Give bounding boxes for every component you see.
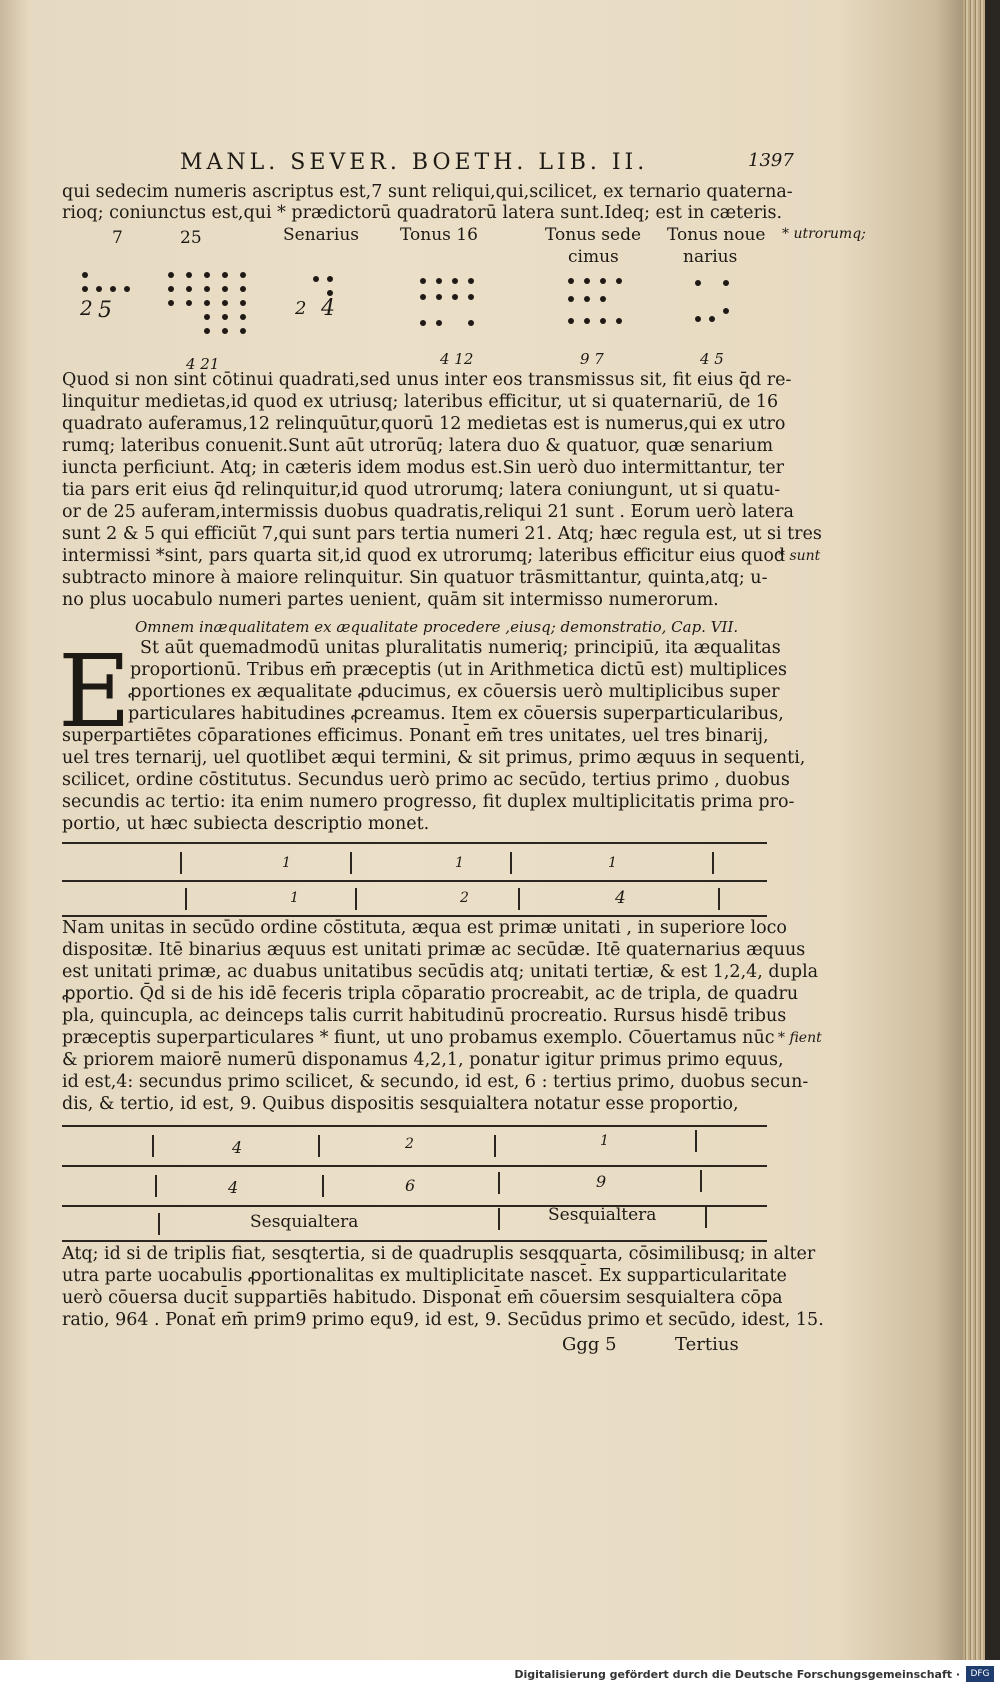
figure-label: 25: [180, 228, 202, 248]
text-line: or de 25 auferam,intermissis duobus quadratis,reliqui 21 sunt . Eorum uerò latera: [62, 502, 794, 522]
catchword: Tertius: [675, 1334, 739, 1355]
figure-label: 4 21: [186, 355, 220, 373]
table-cell: 1: [608, 855, 617, 871]
text-line: rumq; lateribus conuenit.Sunt aūt utrorūq; latera duo & quatuor, quæ senarium: [62, 436, 774, 456]
square-25: [168, 272, 258, 342]
table-cell: 1: [455, 855, 464, 871]
table-cell: 6: [405, 1176, 416, 1195]
text-line: portio, ut hæc subiecta descriptio monet.: [62, 814, 430, 834]
table-cell: 2: [405, 1136, 414, 1152]
text-line: id est,4: secundus primo scilicet, & secundo, id est, 6 : tertius primo, duobus secun-: [62, 1072, 809, 1092]
text-line: proportionū. Tribus em̄ præceptis (ut in Arithmetica dictū est) multiplices: [130, 660, 788, 680]
square-tonus-sedecimus: [568, 278, 638, 334]
text-line: uerò cōuersa ducit̄ suppartiēs habitudo. Disponat̄ em̄ cōuersim sesquialtera cōpa: [62, 1288, 783, 1308]
text-line: uel tres ternarij, uel quotlibet æqui termini, & sit primus, primo æquus in sequenti,: [62, 748, 806, 768]
text-line: præceptis superparticulares * fiunt, ut uno probamus exemplo. Cōuertamus nūc: [62, 1028, 775, 1048]
text-line: tia pars erit eius q̄d relinquitur,id quod utrorumq; latera coniungunt, ut si quatu-: [62, 480, 781, 500]
drop-cap: E: [58, 633, 131, 750]
figure-label: 7: [112, 228, 123, 248]
table-cell: 2: [460, 890, 469, 906]
text-line: scilicet, ordine cōstitutus. Secundus uerò primo ac secūdo, tertius primo , duobus: [62, 770, 790, 790]
figure-number: 5: [98, 298, 112, 323]
figure-label: cimus: [568, 247, 619, 267]
figure-number: 2: [80, 296, 93, 320]
dfg-logo: DFG: [966, 1666, 994, 1682]
text-line: dis, & tertio, id est, 9. Quibus dispositis sesquialtera notatur esse proportio,: [62, 1094, 739, 1114]
text-line: ratio, 964 . Ponat̄ em̄ prim9 primo equ9, id est, 9. Secūdus primo et secūdo, idest, 15.: [62, 1310, 824, 1330]
text-line: Atq; id si de triplis fiat, sesqtertia, si de quadruplis sesqquarta, cōsimilibusq; in alter: [62, 1244, 816, 1264]
table-cell: 9: [596, 1172, 607, 1191]
text-line: & priorem maiorē numerū disponamus 4,2,1, ponatur igitur primus primo equus,: [62, 1050, 784, 1070]
page-edge: [963, 0, 985, 1660]
text-line: linquitur medietas,id quod ex utriusq; lateribus efficitur, ut si quaternariū, de 16: [62, 392, 779, 412]
text-line: subtracto minore à maiore relinquitur. Sin quatuor trāsmittantur, quinta,atq; u-: [62, 568, 768, 588]
signature-mark: Ggg 5: [562, 1334, 617, 1355]
figure-number: 4: [321, 296, 335, 321]
text-line: Quod si non sint cōtinui quadrati,sed unus inter eos transmissus sit, fit eius q̄d re-: [62, 370, 792, 390]
text-line: ꝓportio. Q̄d si de his idē feceris tripla cōparatio procreabit, ac de tripla, de quadru: [62, 984, 799, 1004]
figure-label: 4 12: [440, 350, 474, 368]
figure-label: Tonus noue: [667, 225, 766, 245]
text-line: ꝓportiones ex æqualitate ꝓducimus, ex cōuersis uerò multiplicibus super: [128, 682, 780, 702]
margin-note: * fient: [778, 1030, 822, 1046]
text-line: particulares habitudines ꝓcreamus. Item ex cōuersis superparticularibus,: [128, 704, 784, 724]
figure-label: narius: [683, 247, 738, 267]
text-line: no plus uocabulo numeri partes uenient, quām sit intermisso numerorum.: [62, 590, 719, 610]
text-line: pla, quincupla, ac deinceps talis currit habitudinū procreatio. Rursus hisdē tribus: [62, 1006, 787, 1026]
footer-bar: [0, 1660, 1000, 1690]
square-tonus-16: [420, 278, 490, 334]
table-cell: 1: [290, 890, 299, 906]
figure-label: 9 7: [580, 350, 604, 368]
text-line: Nam unitas in secūdo ordine cōstituta, æqua est primæ unitati , in superiore loco: [62, 918, 787, 938]
text-line: secundis ac tertio: ita enim numero progresso, fit duplex multiplicitatis prima pro-: [62, 792, 795, 812]
text-line: utra parte uocabulis ꝓportionalitas ex multiplicitate nascet̄. Ex supparticularitate: [62, 1266, 787, 1286]
footer-credit: Digitalisierung gefördert durch die Deutsche Forschungsgemeinschaft ·: [514, 1668, 960, 1681]
text-line: intermissi *sint, pars quarta sit,id quod ex utrorumq; lateribus efficitur eius quod: [62, 546, 786, 566]
margin-note: * sunt: [778, 548, 821, 564]
figure-label: 4 5: [700, 350, 724, 368]
figure-label: Tonus 16: [400, 225, 478, 245]
text-line: St aūt quemadmodū unitas pluralitatis numeriq; principiū, ita æqualitas: [140, 638, 781, 658]
text-line: qui sedecim numeris ascriptus est,7 sunt reliqui,qui,scilicet, ex ternario quaterna-: [62, 182, 793, 202]
figure-label: Tonus sede: [545, 225, 642, 245]
figure-label: Senarius: [283, 225, 360, 245]
text-line: est unitati primæ, ac duabus unitatibus secūdis atq; unitati tertiæ, & est 1,2,4, dupla: [62, 962, 819, 982]
running-title: MANL. SEVER. BOETH. LIB. II.: [180, 150, 649, 175]
text-line: rioq; coniunctus est,qui * prædictorū quadratorū latera sunt.Ideq; est in cæteris.: [62, 203, 783, 223]
square-senarius: [295, 276, 355, 326]
square-tonus-nouenarius: [695, 280, 745, 330]
text-line: dispositæ. Itē binarius æquus est unitati primæ ac secūdæ. Itē quaternarius æquus: [62, 940, 806, 960]
table-cell: Sesquialtera: [250, 1212, 359, 1232]
square-7: [82, 272, 132, 322]
text-line: sunt 2 & 5 qui efficiūt 7,qui sunt pars tertia numeri 21. Atq; hæc regula est, ut si tres: [62, 524, 822, 544]
chapter-caption: Omnem inæqualitatem ex æqualitate procedere ,eiusq; demonstratio, Cap. VII.: [135, 618, 739, 636]
table-cell: 1: [282, 855, 291, 871]
margin-note: * utrorumq;: [782, 226, 866, 242]
table-cell: Sesquialtera: [548, 1205, 657, 1225]
folio-number: 1397: [748, 150, 794, 171]
table-cell: 4: [232, 1138, 243, 1157]
table-cell: 4: [615, 888, 626, 908]
text-line: iuncta perficiunt. Atq; in cæteris idem modus est.Sin uerò duo intermittantur, ter: [62, 458, 784, 478]
table-cell: 4: [228, 1178, 239, 1197]
text-line: superpartiētes cōparationes efficimus. Ponant̄ em̄ tres unitates, uel tres binarij,: [62, 726, 769, 746]
figure-number: 2: [295, 298, 307, 319]
text-line: quadrato auferamus,12 relinquūtur,quorū 12 medietas est is numerus,qui ex utro: [62, 414, 786, 434]
table-cell: 1: [600, 1133, 609, 1149]
